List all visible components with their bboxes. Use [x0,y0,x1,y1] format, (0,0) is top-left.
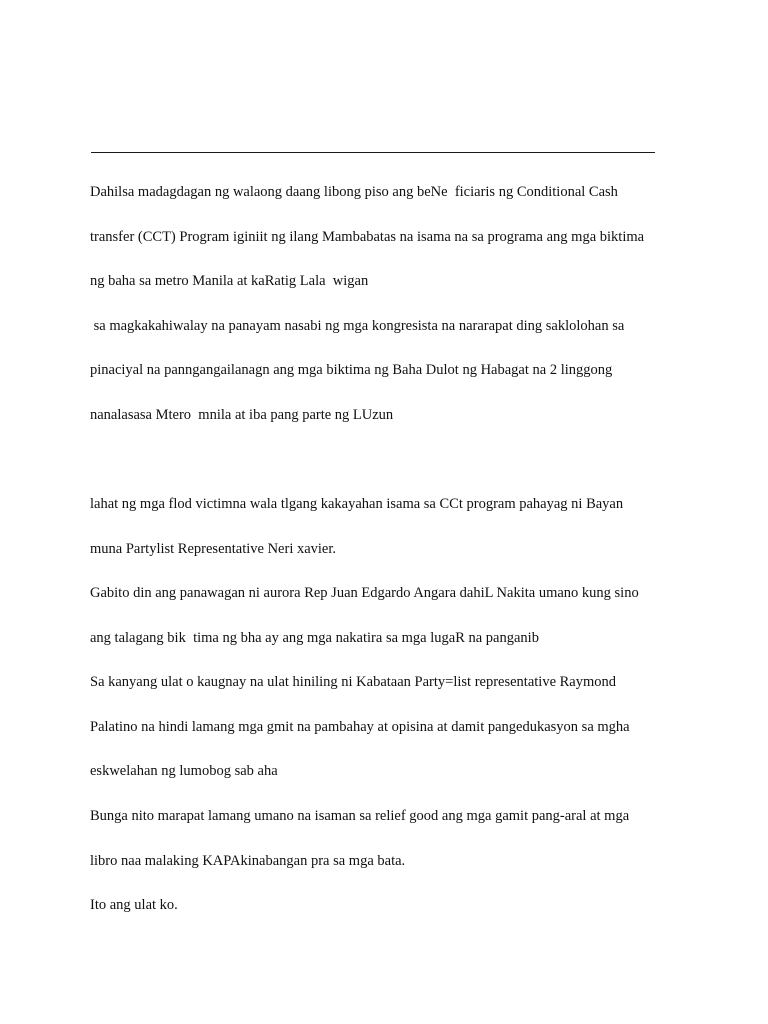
text-line: sa magkakahiwalay na panayam nasabi ng mga kongresista na nararapat ding saklolohan sa [90,318,625,334]
text-line: Dahilsa madagdagan ng walaong daang libong piso ang beNe ficiaris ng Conditional Cash [90,184,618,200]
text-line: Palatino na hindi lamang mga gmit na pambahay at opisina at damit pangedukasyon sa mgha [90,719,630,735]
text-line: ang talagang bik tima ng bha ay ang mga nakatira sa mga lugaR na panganib [90,630,539,646]
text-line: Bunga nito marapat lamang umano na isaman sa relief good ang mga gamit pang-aral at mga [90,808,630,824]
text-line: pinaciyal na panngangailanagn ang mga biktima ng Baha Dulot ng Habagat na 2 linggong [90,362,613,378]
text-line: ng baha sa metro Manila at kaRatig Lala wigan [90,273,369,289]
text-line: transfer (CCT) Program iginiit ng ilang Mambabatas na isama na sa programa ang mga biktima [90,229,645,245]
text-line: Sa kanyang ulat o kaugnay na ulat hiniling ni Kabataan Party=list representative Raymond [90,674,617,690]
text-line: libro naa malaking KAPAkinabangan pra sa mga bata. [90,853,406,869]
text-line: lahat ng mga flod victimna wala tlgang kakayahan isama sa CCt program pahayag ni Bayan [90,496,624,512]
horizontal-rule [91,152,655,153]
text-line: Gabito din ang panawagan ni aurora Rep Juan Edgardo Angara dahiL Nakita umano kung sino [90,585,639,601]
text-line: eskwelahan ng lumobog sab aha [90,763,278,779]
text-line: nanalasasa Mtero mnila at iba pang parte ng LUzun [90,407,394,423]
text-line: muna Partylist Representative Neri xavier. [90,541,337,557]
text-line: Ito ang ulat ko. [90,897,178,913]
